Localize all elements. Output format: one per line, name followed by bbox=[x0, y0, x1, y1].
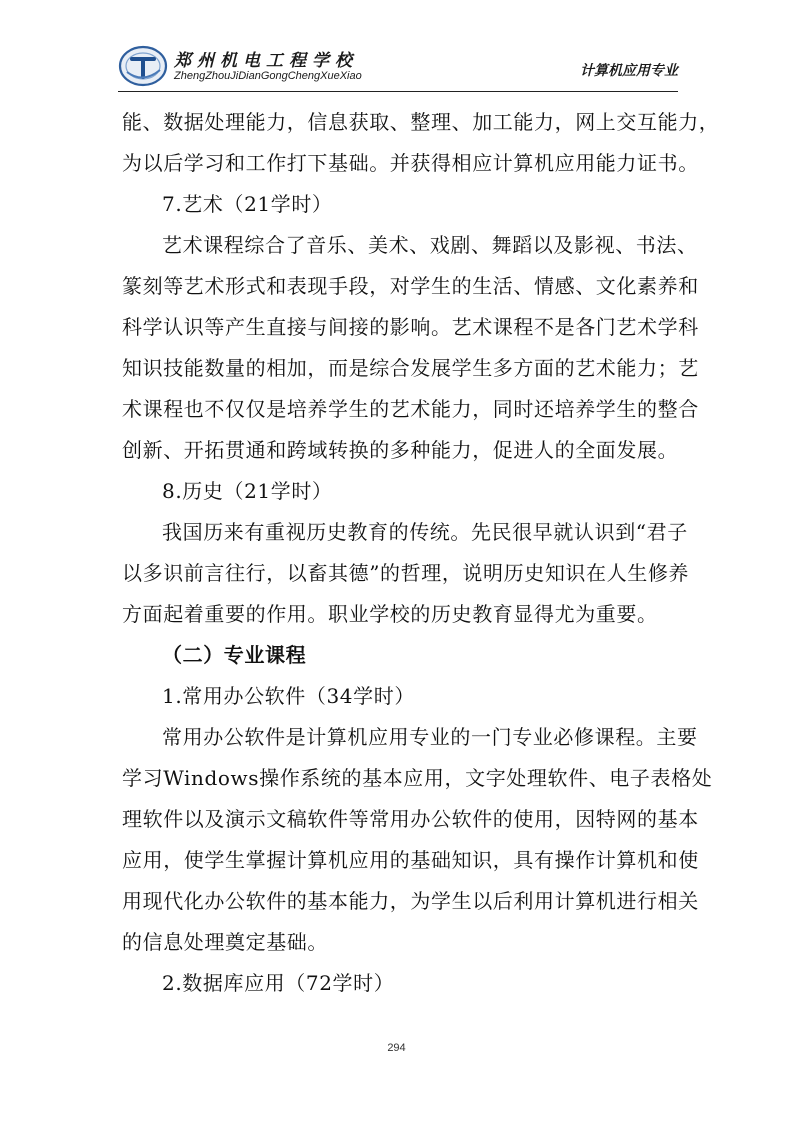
text-line: 创新、开拓贯通和跨域转换的多种能力，促进人的全面发展。 bbox=[122, 438, 679, 462]
text-line: 学习Windows操作系统的基本应用，文字处理软件、电子表格处 bbox=[122, 766, 713, 790]
text-line: 方面起着重要的作用。职业学校的历史教育显得尤为重要。 bbox=[122, 602, 658, 626]
school-name-cn: 郑州机电工程学校 bbox=[174, 51, 358, 71]
text-line: 1.常用办公软件（34学时） bbox=[162, 684, 415, 708]
section-heading: （二）专业课程 bbox=[162, 643, 307, 667]
text-line: 理软件以及演示文稿软件等常用办公软件的使用，因特网的基本 bbox=[122, 807, 699, 831]
text-line: 为以后学习和工作打下基础。并获得相应计算机应用能力证书。 bbox=[122, 151, 699, 175]
text-line: 我国历来有重视历史教育的传统。先民很早就认识到“君子 bbox=[162, 520, 688, 544]
text-line: 常用办公软件是计算机应用专业的一门专业必修课程。主要 bbox=[162, 725, 698, 749]
text-line: 的信息处理奠定基础。 bbox=[122, 930, 328, 954]
page-header bbox=[118, 40, 678, 96]
text-line: 以多识前言往行，以畜其德”的哲理，说明历史知识在人生修养 bbox=[122, 561, 690, 585]
text-line: 7.艺术（21学时） bbox=[162, 192, 333, 216]
text-line: 篆刻等艺术形式和表现手段，对学生的生活、情感、文化素养和 bbox=[122, 274, 699, 298]
text-line: 能、数据处理能力，信息获取、整理、加工能力，网上交互能力， bbox=[122, 110, 720, 134]
text-line: 2.数据库应用（72学时） bbox=[162, 971, 395, 995]
document-body bbox=[122, 102, 720, 1004]
text-line: 8.历史（21学时） bbox=[162, 479, 333, 503]
text-line: 科学认识等产生直接与间接的影响。艺术课程不是各门艺术学科 bbox=[122, 315, 699, 339]
school-logo-icon bbox=[118, 44, 168, 88]
text-line: 用现代化办公软件的基本能力，为学生以后利用计算机进行相关 bbox=[122, 889, 699, 913]
text-line: 知识技能数量的相加，而是综合发展学生多方面的艺术能力；艺 bbox=[122, 356, 699, 380]
text-line: 艺术课程综合了音乐、美术、戏剧、舞蹈以及影视、书法、 bbox=[162, 233, 698, 257]
major-name: 计算机应用专业 bbox=[580, 63, 678, 79]
page-number: 294 bbox=[387, 1042, 406, 1054]
header-divider bbox=[118, 91, 678, 92]
text-line: 应用，使学生掌握计算机应用的基础知识，具有操作计算机和使 bbox=[122, 848, 699, 872]
text-line: 术课程也不仅仅是培养学生的艺术能力，同时还培养学生的整合 bbox=[122, 397, 699, 421]
school-name-en: ZhengZhouJiDianGongChengXueXiao bbox=[174, 70, 362, 82]
